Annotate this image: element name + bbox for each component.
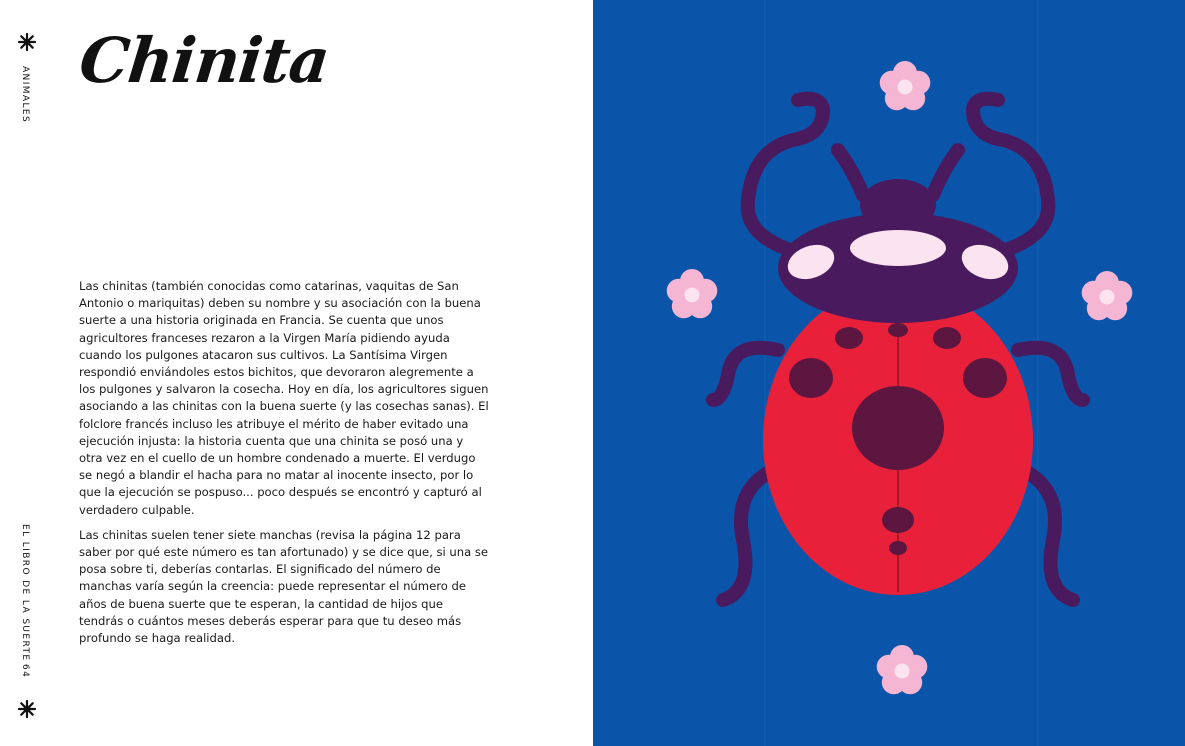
- illustration-page: [593, 0, 1185, 746]
- ladybug-illustration: [593, 0, 1185, 746]
- asterisk-icon: [16, 698, 38, 720]
- page-title: Chinita: [76, 24, 333, 97]
- paragraph: Las chinitas (también conocidas como catarinas, vaquitas de San Antonio o mariquitas) deben su nombre y su asociación con la buena suerte a una historia originada en Francia. Se cuenta que unos agricultores franceses rezaron a la Virgen María pidiendo ayuda cuando los pulgones atacaron sus cultivos. La Santísima Virgen respondió enviándoles estos bichitos, que devoraron alegremente a los pulgones y salvaron la cosecha. Hoy en día, los agricultores siguen asociando a las chinitas con la buena suerte (y las cosechas sanas). El folclore francés incluso les atribuye el mérito de haber evitado una ejecución injusta: la historia cuenta que una chinita se posó una y otra vez en el cuello de un hombre condenado a muerte. El verdugo se negó a blandir el hacha para no matar al inocente insecto, por lo que la ejecución se pospuso... poco después se encontró y capturó al verdadero culpable.: [79, 279, 489, 517]
- flower-icon: [667, 269, 718, 318]
- section-label: ANIMALES: [20, 66, 30, 124]
- flower-icon: [877, 645, 928, 694]
- body-text: [79, 278, 489, 655]
- flower-icon: [880, 61, 931, 110]
- book-title-label: EL LIBRO DE LA SUERTE: [20, 524, 30, 662]
- asterisk-icon: [16, 31, 38, 53]
- paragraph: Las chinitas suelen tener siete manchas (revisa la página 12 para saber por qué este número es tan afortunado) y se dice que, si una se posa sobre ti, deberías contarlas. El significado del número de manchas varía según la creencia: puede representar el número de años de buena suerte que te esperan, la cantidad de hijos que tendrás o cuántos meses deberás esperar para que tu deseo más profundo se haga realidad.: [79, 527, 489, 646]
- page-number: 64: [20, 664, 30, 679]
- flower-icon: [1082, 271, 1133, 320]
